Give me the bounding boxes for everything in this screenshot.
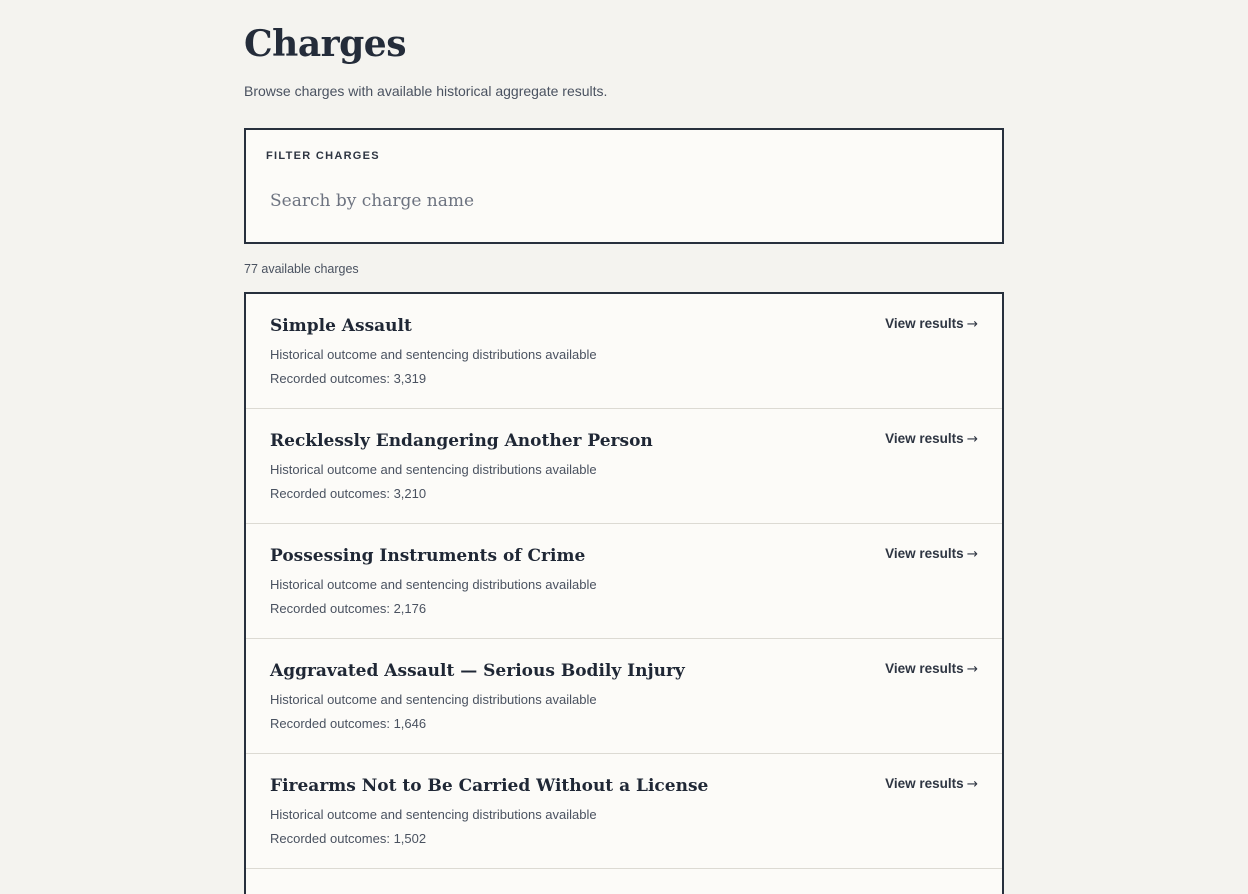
outcomes-label: Recorded outcomes: (270, 831, 390, 846)
charge-list-item (246, 639, 1002, 754)
outcomes-count: 1,646 (393, 716, 427, 731)
charge-name: Aggravated Assault — Serious Bodily Injury (270, 661, 685, 681)
charge-list-item (246, 754, 1002, 869)
filter-panel (244, 128, 1004, 244)
recorded-outcomes (270, 485, 426, 503)
charge-list (244, 292, 1004, 894)
view-results-label: View results (885, 316, 964, 331)
charge-description: Historical outcome and sentencing distributions available (270, 577, 597, 592)
charge-name: Recklessly Endangering Another Person (270, 431, 653, 451)
charge-name: Possessing Instruments of Crime (270, 546, 586, 566)
charge-description: Historical outcome and sentencing distributions available (270, 347, 597, 362)
charge-description: Historical outcome and sentencing distributions available (270, 692, 597, 707)
recorded-outcomes (270, 370, 426, 388)
charge-list-item (246, 409, 1002, 524)
view-results-label: View results (885, 661, 964, 676)
outcomes-count: 3,210 (393, 486, 427, 501)
recorded-outcomes (270, 600, 426, 618)
page-title: Charges (244, 23, 406, 65)
charge-list-item (246, 294, 1002, 409)
search-input[interactable] (258, 185, 982, 217)
view-results-label: View results (885, 431, 964, 446)
outcomes-count: 2,176 (393, 601, 427, 616)
arrow-right-icon: → (966, 661, 978, 677)
view-results-link[interactable] (885, 429, 978, 449)
outcomes-label: Recorded outcomes: (270, 371, 390, 386)
arrow-right-icon: → (966, 546, 978, 562)
results-count: 77 available charges (244, 262, 359, 276)
outcomes-label: Recorded outcomes: (270, 601, 390, 616)
charge-name: Simple Assault (270, 316, 412, 336)
filter-label: FILTER CHARGES (266, 150, 380, 162)
arrow-right-icon: → (966, 431, 978, 447)
charge-description: Historical outcome and sentencing distributions available (270, 807, 597, 822)
view-results-link[interactable] (885, 314, 978, 334)
view-results-link[interactable] (885, 544, 978, 564)
recorded-outcomes (270, 715, 426, 733)
outcomes-count: 3,319 (393, 371, 427, 386)
charge-name: Firearms Not to Be Carried Without a License (270, 776, 709, 796)
charge-list-item (246, 524, 1002, 639)
arrow-right-icon: → (966, 776, 978, 792)
page-subtitle: Browse charges with available historical aggregate results. (244, 83, 608, 99)
view-results-label: View results (885, 546, 964, 561)
arrow-right-icon: → (966, 316, 978, 332)
view-results-link[interactable] (885, 659, 978, 679)
outcomes-label: Recorded outcomes: (270, 486, 390, 501)
outcomes-label: Recorded outcomes: (270, 716, 390, 731)
view-results-link[interactable] (885, 774, 978, 794)
recorded-outcomes (270, 830, 426, 848)
view-results-label: View results (885, 776, 964, 791)
charge-description: Historical outcome and sentencing distributions available (270, 462, 597, 477)
outcomes-count: 1,502 (393, 831, 427, 846)
